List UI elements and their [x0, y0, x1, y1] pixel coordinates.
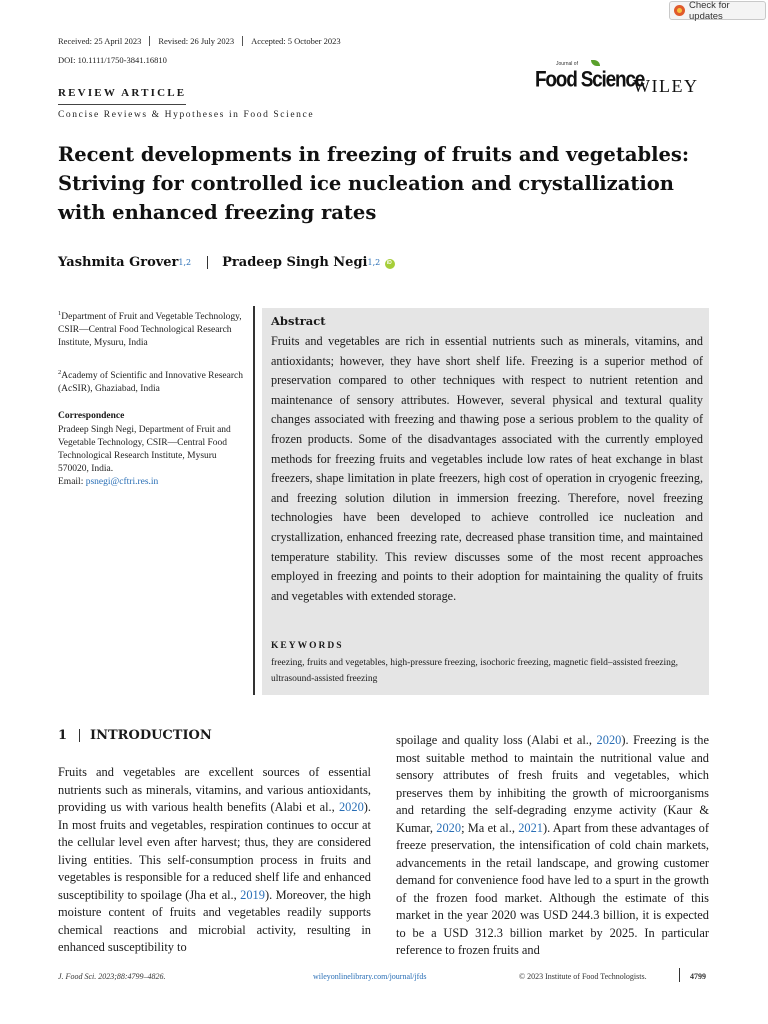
body-text: ). In most fruits and vegetables, respiration continues to occur at the cellular level even after harvest; thus, they are considered living entities. This self-consumption process in fruits and vegetables is responsible for a reduced shelf life and enhanced susceptibility to spoilage (Jha et al., — [58, 800, 371, 902]
journal-prefix: Journal of — [556, 61, 578, 67]
affiliation — [58, 366, 248, 396]
affiliation — [58, 307, 248, 350]
section-number: 1 — [58, 728, 68, 743]
doi[interactable]: DOI: 10.1111/1750-3841.16810 — [58, 55, 167, 65]
divider — [58, 104, 186, 105]
section-heading — [58, 728, 212, 743]
citation-link[interactable]: 2021 — [518, 820, 543, 835]
article-history — [58, 36, 349, 46]
body-text: ; Ma et al., — [461, 820, 519, 835]
revised-date: Revised: 26 July 2023 — [149, 36, 242, 46]
correspondence-text: Pradeep Singh Negi, Department of Fruit and Vegetable Technology, CSIR—Central Food Technological Research Institute, Mysuru 570020, India. — [58, 425, 231, 474]
orcid-icon[interactable] — [385, 259, 395, 269]
body-column-left — [58, 764, 371, 957]
keywords-heading: KEYWORDS — [271, 641, 344, 651]
citation-link[interactable]: 2020 — [338, 800, 364, 814]
body-text: Fruits and vegetables are excellent sources of essential nutrients such as minerals, vitamins, and various antioxidants, providing us with various health benefits (Alabi et al., — [58, 765, 371, 814]
abstract-heading: Abstract — [271, 314, 326, 328]
abstract-text: Fruits and vegetables are rich in essential nutrients such as minerals, vitamins, and antioxidants; however, they have short shelf life. Freezing is a superior method of preservation compared to other techniques with respect to nutrient retention and maintenance of sensory attributes. However, several physical and textural quality changes associated with freezing and thawing pose a serious problem to the quality of frozen products. Some of the disadvantages associated with the currently employed methods for freezing fruits and vegetables include low rates of heat exchange in blast freezers, shape limitation in plate freezers, high cost of operation in cryogenic freezing, and freezing solution dilution in immersion freezing. Therefore, novel freezing technologies have been developed to achieve controlled ice nucleation and crystallization, enhanced freezing rate, decreased phase transition time, and maintained temperature stability. This review discusses some of the most recent approaches employed in freezing and points to their adoption for maintaining the quality of fruits and vegetables with extended storage. — [271, 334, 703, 603]
citation-link[interactable]: 2019 — [240, 887, 265, 902]
journal-section: Concise Reviews & Hypotheses in Food Science — [58, 110, 315, 120]
author-affiliation-ref[interactable]: 1,2 — [367, 258, 381, 267]
leaf-icon — [591, 60, 600, 66]
affiliation-number: 2 — [58, 369, 62, 376]
footer-copyright: © 2023 Institute of Food Technologists. — [519, 972, 647, 981]
affiliation-text: Department of Fruit and Vegetable Technology, CSIR—Central Food Technological Research Institute, Mysuru, India — [58, 312, 242, 349]
correspondence-block — [58, 424, 248, 489]
check-for-updates-label: Check for updates — [689, 0, 730, 22]
affiliation-text: Academy of Scientific and Innovative Research (AcSIR), Ghaziabad, India — [58, 371, 243, 395]
accepted-date: Accepted: 5 October 2023 — [242, 36, 348, 46]
footer-url[interactable]: wileyonlinelibrary.com/journal/jfds — [313, 972, 427, 981]
section-title: INTRODUCTION — [90, 728, 212, 743]
body-text: spoilage and quality loss (Alabi et al., — [396, 733, 597, 747]
correspondence-heading: Correspondence — [58, 411, 125, 421]
footer-citation: J. Food Sci. 2023;88:4799–4826. — [58, 972, 166, 981]
footer-separator — [679, 968, 680, 982]
article-title: Recent developments in freezing of fruits and vegetables: Striving for controlled ice nucleation and crystallization with enhanced freezing rates — [58, 143, 690, 224]
publisher-logo: WILEY — [633, 76, 699, 96]
journal-logo: Food Science — [535, 68, 645, 93]
affiliation-number: 1 — [58, 310, 62, 317]
keywords-text: freezing, fruits and vegetables, high-pressure freezing, isochoric freezing, magnetic field–assisted freezing, ultrasound-assisted freezing — [271, 658, 679, 684]
author-name[interactable]: Yashmita Grover — [58, 255, 179, 270]
section-separator — [79, 729, 80, 742]
email-label: Email: — [58, 477, 86, 487]
check-for-updates-button[interactable] — [669, 1, 766, 20]
author-affiliation-ref[interactable]: 1,2 — [178, 258, 192, 267]
crossmark-icon — [674, 5, 685, 16]
abstract-rule — [253, 306, 255, 695]
article-type: REVIEW ARTICLE — [58, 87, 187, 99]
received-date: Received: 25 April 2023 — [58, 36, 142, 46]
author-list — [58, 255, 395, 270]
author-name[interactable]: Pradeep Singh Negi — [222, 255, 368, 270]
body-column-right — [396, 732, 709, 960]
body-text: ). Moreover, the high moisture content of fruits and vegetables readily supports chemical reactions and microbial activity, resulting in enhanced susceptibility to — [58, 887, 371, 954]
body-text: ). Apart from these advantages of freeze preservation, the intensification of cold chain markets, advancements in the retail landscape, and growing customer demand for convenience food have led to a spurt in the growth of the frozen food market. Although the estimate of this market in the year 2020 was USD 244.3 billion, it is expected to be a USD 312.3 billion market by 2025. In particular reference to frozen fruits and — [396, 820, 709, 957]
citation-link[interactable]: 2020 — [596, 733, 622, 747]
body-text: ). Freezing is the most suitable method to maintain the nutritional value and sensory attributes of fresh fruits and vegetables, which preserves them by inhibiting the growth of microorganisms and retarding the self-degrading enzyme activity (Kaur & Kumar, — [396, 733, 709, 835]
page-number: 4799 — [690, 972, 706, 981]
email-link[interactable]: psnegi@cftri.res.in — [85, 477, 159, 487]
citation-link[interactable]: 2020 — [436, 820, 462, 835]
author-separator — [207, 256, 208, 269]
